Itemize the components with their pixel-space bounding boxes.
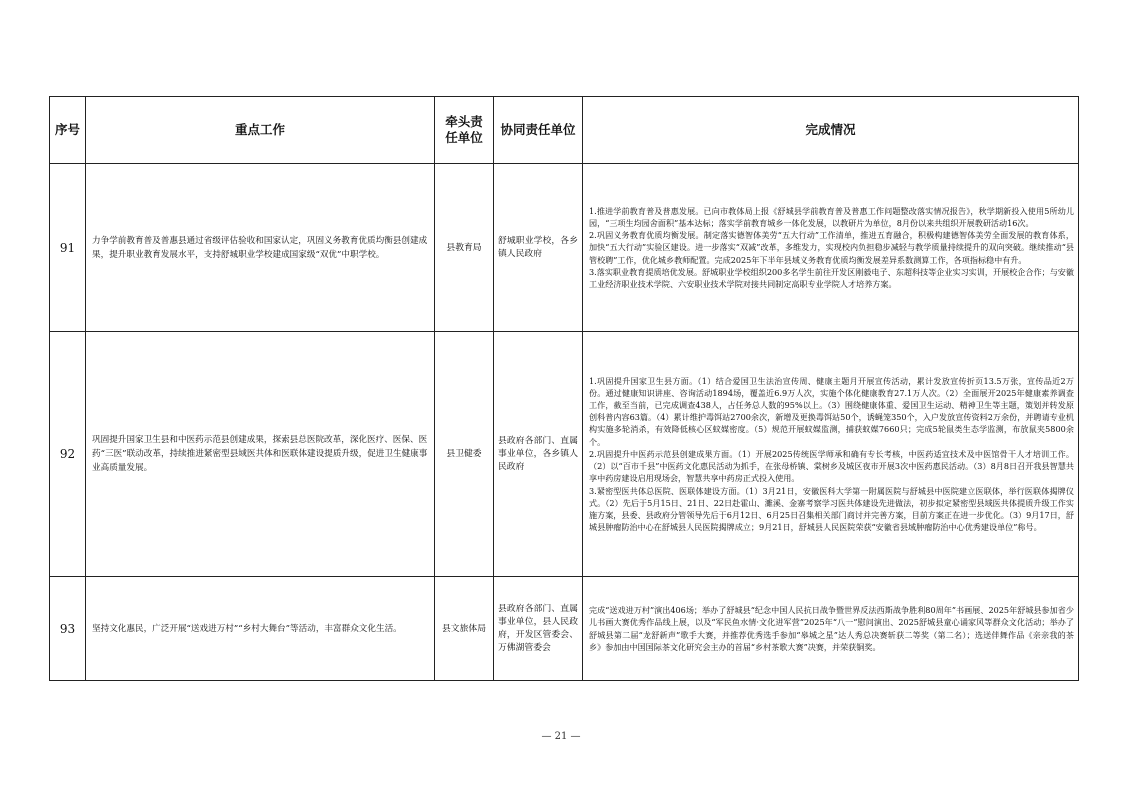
row-task: 力争学前教育普及普惠县通过省级评估验收和国家认定，巩固义务教育优质均衡县创建成果，提升职业教育发展水平，支持舒城职业学校建成国家级“双优”中职学校。 [86, 164, 435, 332]
row-number: 92 [50, 332, 86, 577]
page-number: — 21 — [541, 731, 581, 742]
row-lead-unit: 县教育局 [435, 164, 494, 332]
header-lead-label: 牵头责任单位 [445, 114, 483, 145]
row-result [583, 332, 1079, 577]
row-result [583, 164, 1079, 332]
work-progress-table [49, 96, 1079, 681]
result-paragraph: 3.紧密型医共体总医院、医联体建设方面。（1）3月21日，安徽医科大学第一附属医院与舒城县中医院建立医联体，举行医联体揭牌仪式。（2）先后于5月15日、21日、22日赴霍山、濉溪、金寨考察学习医共体建设先进做法，初步拟定紧密型县域医共体提质升级工作实施方案，县委、县政府分管领导先后于6月12日、6月25日召集相关部门商讨并完善方案，目前方案正在进一步优化。（3）9月17日，舒城县肿瘤防治中心在舒城县人民医院揭牌成立；9月21日，舒城县人民医院荣获“安徽省县域肿瘤防治中心优秀建设单位”称号。 [589, 485, 1074, 533]
result-paragraph: 2.巩固义务教育优质均衡发展。制定落实德智体美劳“五大行动”工作清单，推进五育融合，积极构建德智体美劳全面发展的教育体系，加快“五大行动”实验区建设。进一步落实“双减”改革，多维发力，实现校内负担稳步减轻与教学质量持续提升的双向突破。继续推动“县管校聘”工作，优化城乡教师配置。完成2025年下半年县域义务教育优质均衡发展差异系数测算工作，各项指标稳中有升。 [589, 230, 1074, 265]
row-co-units: 县政府各部门、直属事业单位，县人民政府，开发区管委会、万佛湖管委会 [494, 577, 583, 681]
row-result [583, 577, 1079, 681]
header-task: 重点工作 [86, 97, 435, 164]
row-number: 91 [50, 164, 86, 332]
result-paragraph: 3.落实职业教育提质培优发展。舒城职业学校组织200多名学生前往开发区刚毅电子、东超科技等企业实习实训，开展校企合作；与安徽工业经济职业技术学院、六安职业技术学院对接共同制定高职专业学院人才培养方案。 [589, 266, 1074, 289]
header-lead [435, 97, 494, 164]
result-paragraph: 完成“送戏进万村”演出406场；举办了舒城县“纪念中国人民抗日战争暨世界反法西斯战争胜利80周年”书画展、2025年舒城县参加省少儿书画大赛优秀作品线上展，以及“军民鱼水情·文化进军营”2025年“八一”慰问演出、2025舒城县童心诵家风等群众文化活动；举办了舒城县第二届“龙舒新声”歌手大赛，并推荐优秀选手参加“皋城之星”达人秀总决赛斩获二等奖（第二名）；选送伴舞作品《亲亲我的茶乡》参加由中国国际茶文化研究会主办的首届“乡村茶歌大赛”决赛，并荣获铜奖。 [589, 605, 1074, 652]
table-row [50, 332, 1079, 577]
result-paragraph: 2.巩固提升中医药示范县创建成果方面。（1）开展2025传统医学师承和确有专长考核，中医药适宜技术及中医馆骨干人才培训工作。（2）以“百市千县”中医药文化惠民活动为抓手，在张母桥镇、棠树乡及城区夜市开展3次中医药惠民活动。（3）8月8日召开我县智慧共享中药房建设启用现场会，智慧共享中药房正式投入使用。 [589, 448, 1074, 484]
row-co-units: 舒城职业学校，各乡镇人民政府 [494, 164, 583, 332]
result-paragraph: 1.推进学前教育普及普惠发展。已向市教体局上报《舒城县学前教育普及普惠工作问题整改落实情况报告》，秋学期新投入使用5所幼儿园，“三项生均园舍面积”基本达标；落实学前教育城乡一体化发展，以教研片为单位，8月份以来共组织开展教研活动16次。 [589, 205, 1074, 228]
table-row [50, 577, 1079, 681]
table-row [50, 164, 1079, 332]
header-num: 序号 [50, 97, 86, 164]
header-co: 协同责任单位 [494, 97, 583, 164]
row-lead-unit: 县文旅体局 [435, 577, 494, 681]
header-result: 完成情况 [583, 97, 1079, 164]
row-number: 93 [50, 577, 86, 681]
row-lead-unit: 县卫健委 [435, 332, 494, 577]
row-task: 巩固提升国家卫生县和中医药示范县创建成果，探索县总医院改革，深化医疗、医保、医药“三医”联动改革，持续推进紧密型县域医共体和医联体建设提质升级，促进卫生健康事业高质量发展。 [86, 332, 435, 577]
row-task: 坚持文化惠民，广泛开展“送戏进万村”“乡村大舞台”等活动，丰富群众文化生活。 [86, 577, 435, 681]
result-paragraph: 1.巩固提升国家卫生县方面。（1）结合爱国卫生法治宣传周、健康主题月开展宣传活动，累计发放宣传折页13.5万张，宣传品近2万份。通过健康知识讲座、咨询活动1894场，覆盖近6.9万人次，实施个体化健康教育27.1万人次。（2）全面展开2025年健康素养调查工作，截至当前，已完成调查438人，占任务总人数的95%以上。（3）围绕健康体重、爱国卫生运动、精神卫生等主题，策划并转发原创科普内容63篇。（4）累计维护毒饵站2700余次，新增及更换毒饵站50个，诱蝇笼350个，入户发放宣传资料2万余份，并聘请专业机构实施多轮消杀，有效降低核心区蚊媒密度。（5）规范开展蚊媒监测，捕获蚊媒7660只；完成5轮鼠类生态学监测，布放鼠夹5800余个。 [589, 375, 1074, 447]
row-co-units: 县政府各部门、直属事业单位，各乡镇人民政府 [494, 332, 583, 577]
table-header-row [50, 97, 1079, 164]
